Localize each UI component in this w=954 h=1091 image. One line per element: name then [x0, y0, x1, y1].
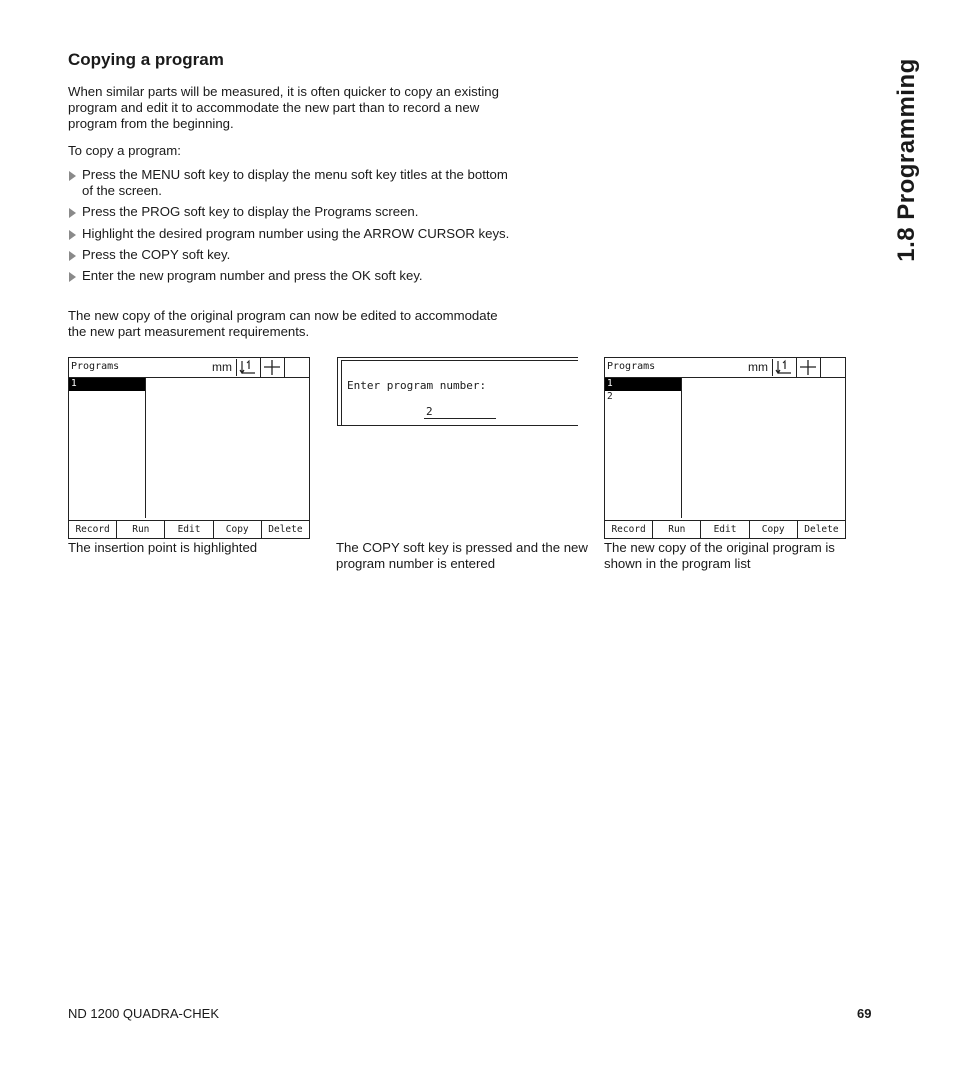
programs-screen-3: [604, 357, 846, 539]
step-text: Press the PROG soft key to display the Programs screen.: [82, 204, 419, 220]
steps-list: [68, 167, 518, 289]
screen-title: Programs: [607, 361, 656, 372]
record-softkey[interactable]: Record: [69, 521, 117, 538]
page-number: 69: [857, 1006, 872, 1021]
coordinate-axis-icon: [773, 358, 797, 377]
arrow-bullet-icon: [69, 171, 76, 181]
delete-softkey[interactable]: Delete: [268, 524, 303, 535]
unit-indicator: mm: [748, 359, 773, 376]
softkey-bar: [605, 520, 845, 538]
screen1-caption: The insertion point is highlighted: [68, 540, 258, 555]
crosshair-icon: [797, 358, 821, 377]
step-text: Press the MENU soft key to display the menu soft key titles at the bottom of the screen.: [82, 167, 508, 199]
record-softkey[interactable]: Record: [605, 521, 653, 538]
crosshair-icon: [261, 358, 285, 377]
step-item: [68, 247, 518, 263]
run-softkey[interactable]: Run: [117, 521, 165, 538]
arrow-bullet-icon: [69, 230, 76, 240]
step-item: [68, 226, 518, 242]
screen-title: Programs: [71, 361, 120, 372]
arrow-bullet-icon: [69, 272, 76, 282]
program-list-item[interactable]: 2: [607, 391, 613, 402]
program-list-item[interactable]: 1: [69, 378, 145, 391]
program-number-dialog: [337, 357, 578, 426]
step-text: Press the COPY soft key.: [82, 246, 231, 262]
program-number-input[interactable]: 2: [424, 405, 496, 419]
step-item: [68, 204, 518, 220]
step-text: Enter the new program number and press the OK soft key.: [82, 268, 423, 284]
step-item: [68, 268, 518, 284]
copy-softkey[interactable]: Copy: [750, 521, 798, 538]
dialog-panel: [341, 360, 578, 425]
edit-softkey[interactable]: Edit: [701, 521, 749, 538]
softkey-bar: [69, 520, 309, 538]
step-text: Highlight the desired program number using the ARROW CURSOR keys.: [82, 225, 510, 241]
arrow-bullet-icon: [69, 208, 76, 218]
coordinate-axis-icon: [237, 358, 261, 377]
dialog-prompt: Enter program number:: [347, 379, 487, 392]
edit-softkey[interactable]: Edit: [165, 521, 213, 538]
delete-softkey[interactable]: Delete: [804, 524, 839, 535]
footer-product-name: ND 1200 QUADRA-CHEK: [68, 1006, 219, 1021]
screen-titlebar: [605, 358, 845, 378]
programs-screen-1: [68, 357, 310, 539]
program-list: [605, 378, 682, 518]
intro-paragraph: When similar parts will be measured, it is often quicker to copy an existing program and edit it to accommodate the new part than to record a new program from the beginning.: [68, 84, 499, 132]
section-tab-title: 1.8 Programming: [893, 58, 920, 262]
conclusion-paragraph: The new copy of the original program can now be edited to accommodate the new part measurement requirements.: [68, 308, 498, 340]
unit-indicator: mm: [212, 359, 237, 376]
section-heading: Copying a program: [68, 50, 224, 69]
screen-titlebar: [69, 358, 309, 378]
run-softkey[interactable]: Run: [653, 521, 701, 538]
program-list-item[interactable]: 1: [605, 378, 681, 391]
lead-in-paragraph: To copy a program:: [68, 143, 181, 158]
step-item: [68, 167, 518, 199]
screen2-caption: The COPY soft key is pressed and the new program number is entered: [336, 540, 588, 572]
copy-softkey[interactable]: Copy: [214, 521, 262, 538]
program-list: [69, 378, 146, 518]
screen3-caption: The new copy of the original program is shown in the program list: [604, 540, 835, 572]
arrow-bullet-icon: [69, 251, 76, 261]
